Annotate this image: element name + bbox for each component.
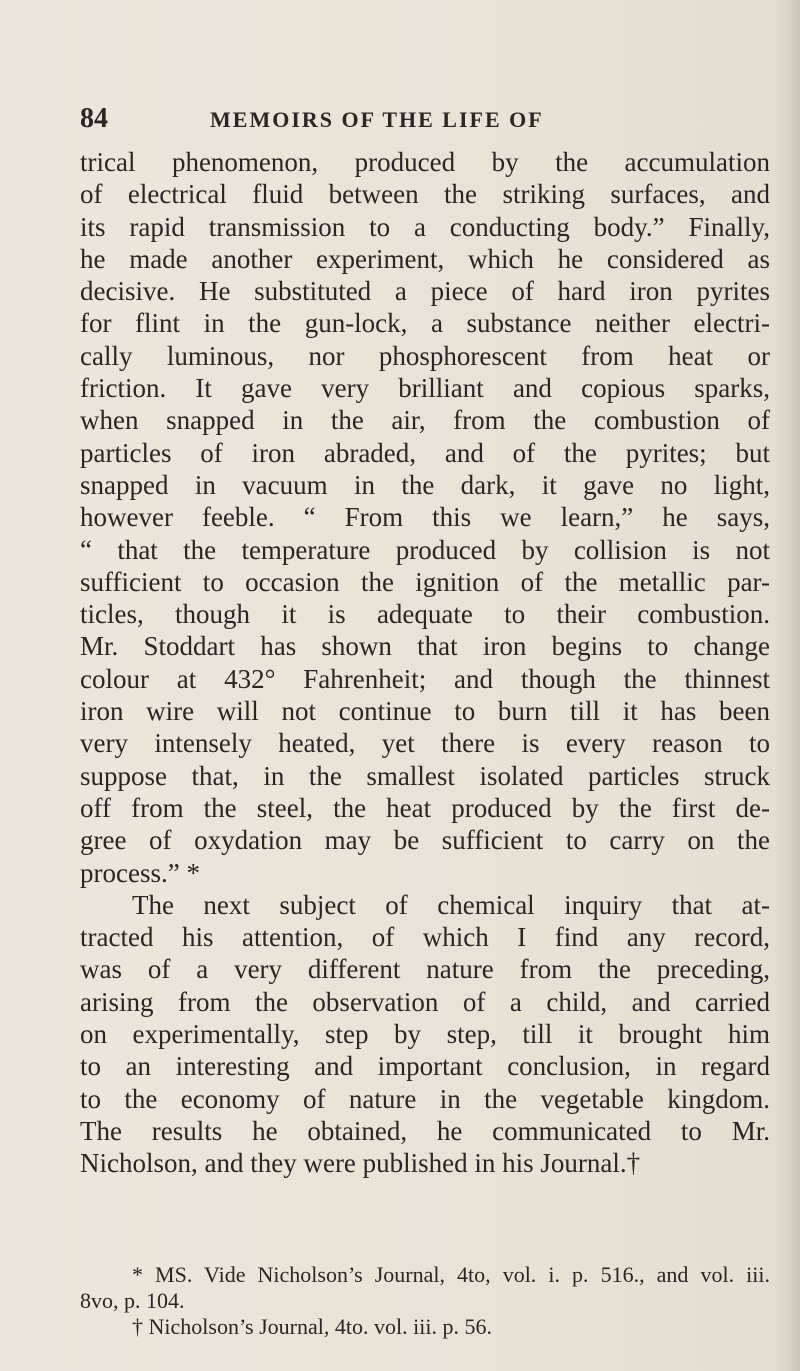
text-line: particles of iron abraded, and of the pyrites; but xyxy=(80,437,770,468)
text-line: colour at 432° Fahrenheit; and though the thinnest xyxy=(80,663,770,694)
footnotes xyxy=(80,1262,770,1340)
text-line: cally luminous, nor phosphorescent from heat or xyxy=(80,340,770,371)
text-line: The results he obtained, he communicated to Mr. xyxy=(80,1115,770,1146)
text-line: “ that the temperature produced by collision is not xyxy=(80,534,770,565)
page-header xyxy=(80,103,770,143)
text-line: trical phenomenon, produced by the accumulation xyxy=(80,147,770,177)
text-line: he made another experiment, which he considered as xyxy=(80,243,770,274)
text-line: for flint in the gun-lock, a substance neither electri- xyxy=(80,308,770,339)
text-line: suppose that, in the smallest isolated particles struck xyxy=(80,760,770,791)
paragraph-start-line: The next subject of chemical inquiry that at- xyxy=(132,889,770,920)
text-line: of electrical fluid between the striking surfaces, and xyxy=(80,179,770,210)
text-line: when snapped in the air, from the combustion of xyxy=(80,405,770,436)
text-line: ticles, though it is adequate to their combustion. xyxy=(80,599,770,630)
text-line: decisive. He substituted a piece of hard iron pyrites xyxy=(80,276,770,307)
text-line: was of a very different nature from the preceding, xyxy=(80,954,770,985)
text-line: off from the steel, the heat produced by the first de- xyxy=(80,792,770,823)
text-line: iron wire will not continue to burn till it has been xyxy=(80,696,770,727)
text-line: friction. It gave very brilliant and copious sparks, xyxy=(80,373,770,404)
text-line: on experimentally, step by step, till it brought him xyxy=(80,1019,770,1050)
paragraph-end-line: process.” * xyxy=(80,857,200,888)
page-gutter-shadow xyxy=(774,0,800,1371)
running-title: MEMOIRS OF THE LIFE OF xyxy=(210,107,544,132)
text-line: tracted his attention, of which I find any record, xyxy=(80,922,770,953)
text-line: however feeble. “ From this we learn,” he says, xyxy=(80,502,770,533)
footnote-line: * MS. Vide Nicholson’s Journal, 4to, vol. i. p. 516., and vol. iii. xyxy=(132,1262,770,1287)
text-line: its rapid transmission to a conducting body.” Finally, xyxy=(80,211,770,242)
text-line: gree of oxydation may be sufficient to carry on the xyxy=(80,825,770,856)
text-line: Mr. Stoddart has shown that iron begins to change xyxy=(80,631,770,662)
text-line: arising from the observation of a child, and carried xyxy=(80,986,770,1017)
footnote-line: 8vo, p. 104. xyxy=(80,1288,185,1313)
paragraph-end-line: Nicholson, and they were published in his Journal.† xyxy=(80,1148,641,1179)
text-line: snapped in vacuum in the dark, it gave no light, xyxy=(80,469,770,500)
text-line: to an interesting and important conclusion, in regard xyxy=(80,1051,770,1082)
page-number: 84 xyxy=(80,103,108,134)
body-text xyxy=(80,146,770,1180)
text-line: very intensely heated, yet there is every reason to xyxy=(80,728,770,759)
footnote-line: † Nicholson’s Journal, 4to. vol. iii. p. 56. xyxy=(132,1314,492,1339)
text-line: to the economy of nature in the vegetable kingdom. xyxy=(80,1083,770,1114)
text-line: sufficient to occasion the ignition of the metallic par- xyxy=(80,566,770,597)
